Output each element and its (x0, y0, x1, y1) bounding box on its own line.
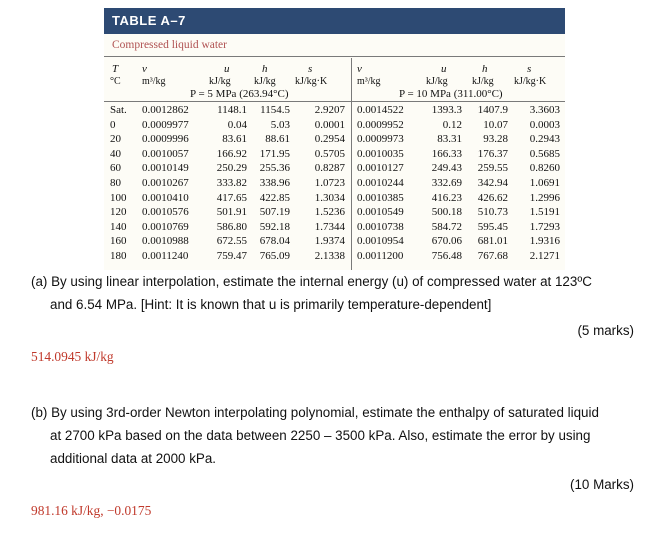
header-s-left: s (308, 63, 313, 75)
table-cell-u2: 416.23 (431, 191, 462, 204)
question-b-marks: (10 Marks) (570, 477, 634, 492)
table-cell-u2: 249.43 (431, 162, 462, 175)
table-cell-h2: 510.73 (477, 206, 508, 219)
pressure-label-left: P = 5 MPa (263.94°C) (190, 88, 289, 100)
question-a-line1: (a) By using linear interpolation, estimate the internal energy (u) of compressed water at 123ºC (31, 274, 592, 289)
table-cell-u2: 756.48 (431, 250, 462, 262)
header-s-unit-left: kJ/kg·K (295, 76, 328, 87)
table-cell-v1: 0.0010576 (142, 206, 189, 219)
table-cell-v1: 0.0010149 (142, 162, 189, 175)
table-cell-h1: 338.96 (259, 177, 290, 189)
table-cell-v1: 0.0011240 (142, 250, 189, 262)
table-cell-s1: 0.8287 (314, 162, 345, 175)
table-cell-T: 180 (110, 250, 127, 262)
question-b-line1: (b) By using 3rd-order Newton interpolating polynomial, estimate the enthalpy of saturated liquid (31, 405, 599, 420)
table-cell-u1: 759.47 (216, 250, 247, 262)
header-u-left: u (224, 63, 230, 75)
table-cell-h2: 342.94 (477, 177, 508, 189)
table-cell-v1: 0.0010410 (142, 191, 189, 204)
header-s-right: s (527, 63, 532, 75)
table-cell-T: 120 (110, 206, 127, 219)
table-cell-v2: 0.0010549 (357, 206, 404, 219)
header-v-right: v (357, 63, 362, 75)
answer-a: 514.0945 kJ/kg (31, 349, 114, 364)
table-subtitle: Compressed liquid water (112, 39, 227, 51)
table-cell-v2: 0.0010385 (357, 191, 404, 204)
table-cell-T: 80 (110, 177, 121, 189)
table-cell-u2: 0.12 (442, 118, 462, 131)
table-cell-u1: 586.80 (216, 220, 247, 233)
table-cell-h1: 255.36 (259, 162, 290, 175)
table-cell-h2: 595.45 (477, 220, 508, 233)
header-u-unit-right: kJ/kg (426, 76, 448, 87)
table-cell-u2: 500.18 (431, 206, 462, 219)
table-cell-T: 140 (110, 220, 127, 233)
table-cell-h2: 259.55 (477, 162, 508, 175)
question-b-line2: at 2700 kPa based on the data between 2250 – 3500 kPa. Also, estimate the error by using (50, 428, 591, 443)
table-cell-T: 0 (110, 118, 116, 131)
table-cell-v2: 0.0014522 (357, 104, 404, 116)
table-cell-v1: 0.0010267 (142, 177, 189, 189)
table-cell-u2: 332.69 (431, 177, 462, 189)
table-cell-u1: 166.92 (216, 147, 247, 160)
table-cell-h1: 88.61 (265, 133, 290, 146)
table-cell-s2: 1.2996 (529, 191, 560, 204)
question-a-line2: and 6.54 MPa. [Hint: It is known that u is primarily temperature-dependent] (50, 297, 492, 312)
table-cell-s1: 1.9374 (314, 235, 345, 248)
table-cell-T: 100 (110, 191, 127, 204)
table-cell-v2: 0.0010954 (357, 235, 404, 248)
answer-b: 981.16 kJ/kg, −0.0175 (31, 503, 152, 518)
header-h-unit-left: kJ/kg (254, 76, 276, 87)
header-v-unit-left: m³/kg (142, 76, 166, 87)
table-cell-u1: 417.65 (216, 191, 247, 204)
table-body (104, 8, 565, 270)
table-cell-v1: 0.0009996 (142, 133, 189, 146)
table-cell-v1: 0.0012862 (142, 104, 189, 116)
table-cell-u1: 1148.1 (217, 104, 247, 116)
table-cell-v2: 0.0009973 (357, 133, 404, 146)
table-cell-s2: 0.2943 (529, 133, 560, 146)
table-cell-u1: 250.29 (216, 162, 247, 175)
table-cell-u2: 670.06 (431, 235, 462, 248)
table-cell-s2: 0.0003 (529, 118, 560, 131)
table-cell-h1: 422.85 (259, 191, 290, 204)
table-cell-h1: 507.19 (259, 206, 290, 219)
table-cell-v2: 0.0009952 (357, 118, 404, 131)
header-v-unit-right: m³/kg (357, 76, 381, 87)
header-s-unit-right: kJ/kg·K (514, 76, 547, 87)
table-cell-s2: 1.9316 (529, 235, 560, 248)
table-cell-s1: 0.0001 (314, 118, 345, 131)
table-cell-h1: 678.04 (259, 235, 290, 248)
table-cell-s1: 1.5236 (314, 206, 345, 219)
table-cell-v1: 0.0010057 (142, 147, 189, 160)
table-cell-u2: 83.31 (437, 133, 462, 146)
table-cell-s2: 0.8260 (529, 162, 560, 175)
table-cell-s1: 0.2954 (314, 133, 345, 146)
table-cell-s1: 2.9207 (314, 104, 345, 116)
table-cell-u1: 0.04 (227, 118, 247, 131)
table-cell-v2: 0.0010738 (357, 220, 404, 233)
table-cell-u2: 584.72 (431, 220, 462, 233)
header-v-left: v (142, 63, 147, 75)
table-cell-T: 20 (110, 133, 121, 146)
header-h-left: h (262, 63, 268, 75)
table-cell-h2: 1407.9 (477, 104, 508, 116)
table-cell-h2: 767.68 (477, 250, 508, 262)
table-cell-s1: 0.5705 (314, 147, 345, 160)
table-cell-h1: 5.03 (270, 118, 290, 131)
table-cell-v2: 0.0010127 (357, 162, 404, 175)
table-cell-s2: 1.5191 (529, 206, 560, 219)
table-cell-h2: 10.07 (483, 118, 508, 131)
table-cell-h2: 93.28 (483, 133, 508, 146)
table-cell-s1: 1.0723 (314, 177, 345, 189)
header-h-right: h (482, 63, 488, 75)
table-cell-h1: 1154.5 (260, 104, 290, 116)
header-T: T (112, 63, 119, 75)
table-cell-h2: 426.62 (477, 191, 508, 204)
table-cell-u1: 83.61 (222, 133, 247, 146)
property-table (104, 8, 565, 270)
table-cell-v1: 0.0010769 (142, 220, 189, 233)
table-cell-s2: 1.0691 (529, 177, 560, 189)
table-cell-s2: 2.1271 (529, 250, 560, 262)
table-cell-T: Sat. (110, 104, 127, 116)
table-cell-h1: 171.95 (259, 147, 290, 160)
table-title: TABLE A–7 (112, 13, 186, 28)
header-h-unit-right: kJ/kg (472, 76, 494, 87)
question-a-marks: (5 marks) (577, 323, 634, 338)
table-cell-s1: 1.3034 (314, 191, 345, 204)
table-cell-h1: 765.09 (259, 250, 290, 262)
table-cell-s1: 2.1338 (314, 250, 345, 262)
table-cell-s2: 0.5685 (529, 147, 560, 160)
table-cell-h2: 681.01 (477, 235, 508, 248)
table-cell-h1: 592.18 (259, 220, 290, 233)
table-cell-u2: 1393.3 (431, 104, 462, 116)
table-cell-v2: 0.0010035 (357, 147, 404, 160)
table-cell-u2: 166.33 (431, 147, 462, 160)
table-cell-u1: 501.91 (216, 206, 247, 219)
table-cell-s1: 1.7344 (314, 220, 345, 233)
table-cell-T: 160 (110, 235, 127, 248)
header-u-right: u (441, 63, 447, 75)
table-cell-v2: 0.0011200 (357, 250, 404, 262)
table-cell-v1: 0.0009977 (142, 118, 189, 131)
header-T-unit: °C (110, 76, 121, 87)
table-cell-s2: 3.3603 (529, 104, 560, 116)
pressure-label-right: P = 10 MPa (311.00°C) (399, 88, 503, 100)
question-b-line3: additional data at 2000 kPa. (50, 451, 217, 466)
table-cell-u1: 333.82 (216, 177, 247, 189)
table-cell-v1: 0.0010988 (142, 235, 189, 248)
table-cell-v2: 0.0010244 (357, 177, 404, 189)
table-cell-h2: 176.37 (477, 147, 508, 160)
table-cell-T: 60 (110, 162, 121, 175)
table-cell-T: 40 (110, 147, 121, 160)
header-u-unit-left: kJ/kg (209, 76, 231, 87)
table-cell-s2: 1.7293 (529, 220, 560, 233)
table-cell-u1: 672.55 (216, 235, 247, 248)
